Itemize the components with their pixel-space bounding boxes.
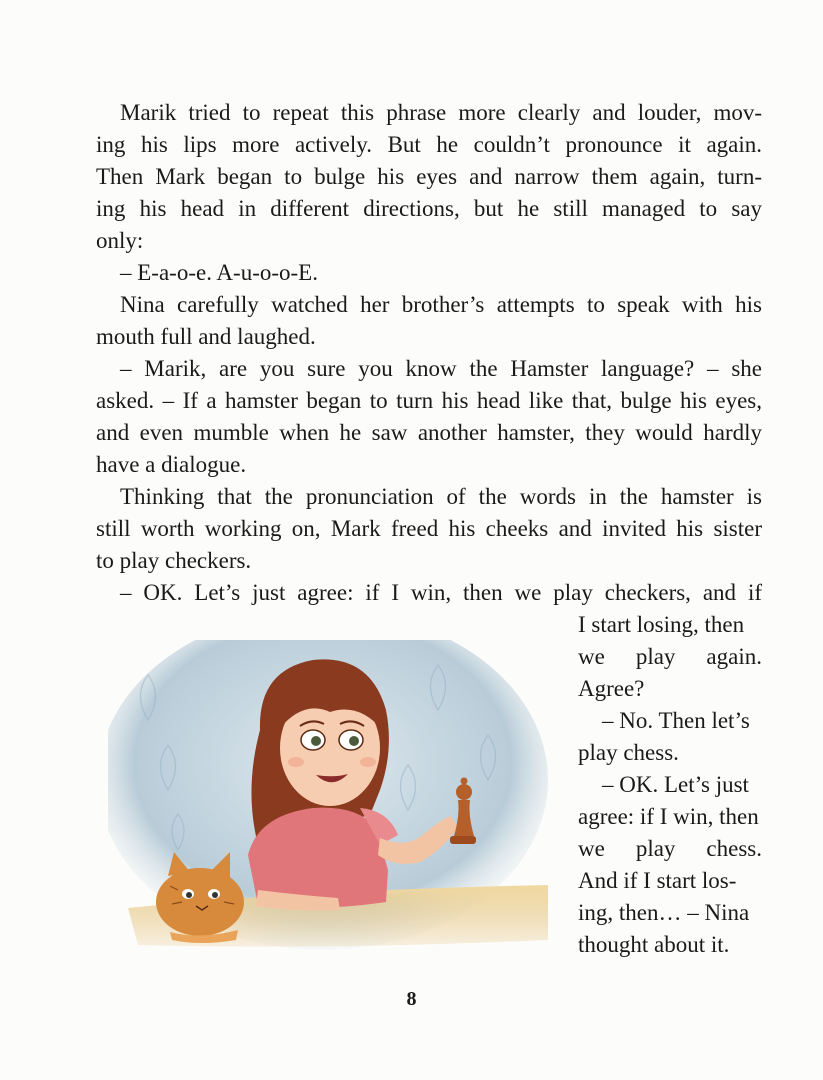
text-line: – OK. Let’s just agree: if I win, then we play checkers, and if [120,580,762,605]
text-line: we play chess. [578,836,762,861]
text-line: and even mumble when he saw another hamster, they would hardly [96,420,762,445]
text-line: to play checkers. [96,548,252,573]
text-line: thought about it. [578,932,730,957]
text-line: Agree? [578,676,645,701]
text-line: asked. – If a hamster began to turn his head like that, bulge his eyes, [96,388,762,413]
text-line: we play again. [578,644,762,669]
text-line: Thinking that the pronunciation of the words in the hamster is [120,484,762,509]
text-line: only: [96,228,144,253]
text-line: ing his lips more actively. But he couldn’t pronounce it again. [96,132,762,157]
girl-with-chess-piece-illustration [108,640,553,952]
text-line: – OK. Let’s just [602,772,749,797]
text-line: – E-a-o-e. A-u-o-o-E. [120,260,318,285]
text-line: mouth full and laughed. [96,324,316,349]
text-line: Then Mark began to bulge his eyes and narrow them again, turn- [96,164,762,189]
text-line: have a dialogue. [96,452,247,477]
text-line: Marik tried to repeat this phrase more clearly and louder, mov- [120,100,762,125]
text-line: And if I start los- [578,868,737,893]
text-line: – No. Then let’s [602,708,750,733]
text-line: Nina carefully watched her brother’s attempts to speak with his [120,292,762,317]
main-text [96,97,762,609]
page-number: 8 [406,988,417,1010]
text-line: still worth working on, Mark freed his cheeks and invited his sister [96,516,762,541]
text-line: I start losing, then [578,612,745,637]
text-line: – Marik, are you sure you know the Hamster language? – she [120,356,762,381]
text-line: ing his head in different directions, but he still managed to say [96,196,762,221]
text-line: play chess. [578,740,679,765]
side-text [578,609,762,961]
text-line: agree: if I win, then [578,804,759,829]
text-line: ing, then… – Nina [578,900,750,925]
